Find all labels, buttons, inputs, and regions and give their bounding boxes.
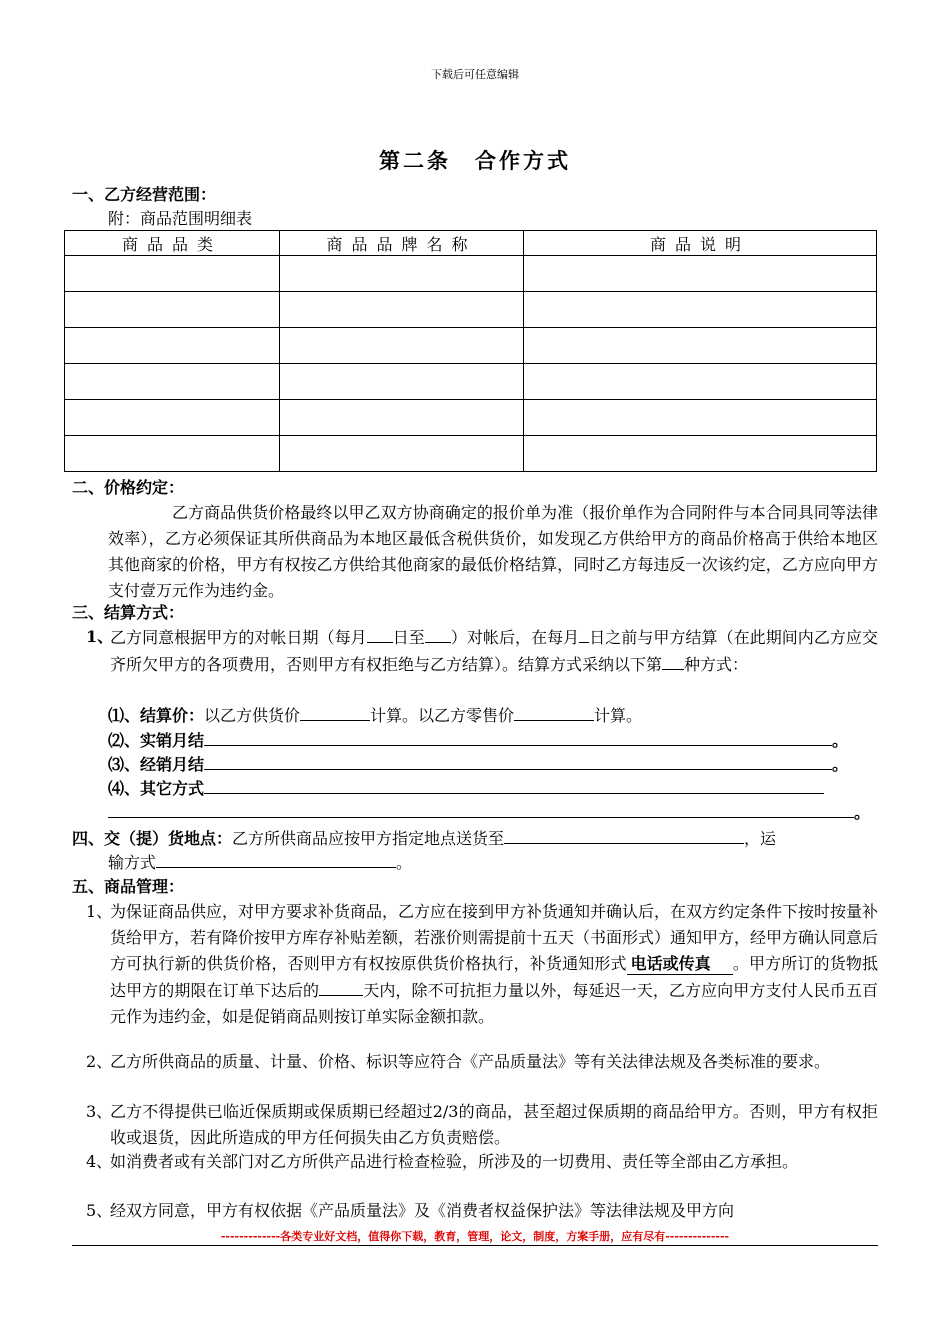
table-cell	[65, 364, 280, 400]
table-cell	[65, 436, 280, 472]
footer-banner: -------------各类专业好文档，值得你下载，教育，管理，论文，制度，方案手册，应有尽有--------------	[220, 1230, 730, 1243]
table-cell	[280, 256, 524, 292]
settlement-option-1: ⑴、结算价：以乙方供货价 计算。以乙方零售价 计算。	[108, 702, 642, 728]
table-cell	[524, 364, 877, 400]
blank-field[interactable]	[514, 702, 594, 721]
delivery-clause-cont: 输方式 。	[108, 849, 412, 875]
column-header: 商品品牌名称	[280, 231, 524, 256]
blank-field[interactable]	[425, 624, 451, 643]
section1-heading: 一、乙方经营范围：	[72, 185, 217, 204]
table-cell	[280, 364, 524, 400]
blank-field[interactable]	[504, 825, 744, 844]
law-clause: 经双方同意，甲方有权依据《产品质量法》及《消费者权益保护法》等法律法规及甲方向	[110, 1201, 735, 1220]
clause-number: 1、	[86, 902, 113, 921]
table-cell	[524, 292, 877, 328]
table-cell	[524, 400, 877, 436]
table-row	[65, 256, 877, 292]
blank-field[interactable]	[204, 727, 832, 746]
table-cell	[65, 400, 280, 436]
section2-heading: 二、价格约定：	[72, 478, 185, 497]
delivery-clause: 四、交（提）货地点：乙方所供商品应按甲方指定地点送货至 ，运	[72, 825, 776, 851]
settlement-option-4-cont: 。	[108, 799, 870, 825]
table-cell	[65, 328, 280, 364]
column-header: 商品品类	[65, 231, 280, 256]
column-header: 商品说明	[524, 231, 877, 256]
goods-supply-clause: 为保证商品供应，对甲方要求补货商品，乙方应在接到甲方补货通知并确认后，在双方约定条件下按时按量补货给甲方，若有降价按甲方库存补贴差额，若涨价则需提前十五天（书面形式）通知甲方，经甲方确认同意后方可执行新的供货价格，否则甲方有权按原供货价格执行，补货通知形式 电话或传真 。甲方所订的货物抵达甲方的期限在订单下达后的 天内，除不可抗拒力量以外，每延迟一天，乙方应向甲方支付人民币五百元作为违约金，如是促销商品则按订单实际金额扣款。	[110, 902, 879, 1026]
clause-number: 4、	[86, 1152, 113, 1171]
settlement-option-3: ⑶、经销月结 。	[108, 751, 848, 777]
price-clause: 乙方商品供货价格最终以甲乙双方协商确定的报价单为准（报价单作为合同附件与本合同具同等法律效率），乙方必须保证其所供商品为本地区最低含税供货价，如发现乙方供给甲方的商品价格高于供给本地区其他商家的价格，甲方有权按乙方供给其他商家的最低价格结算，同时乙方每违反一次该约定，乙方应向甲方支付壹万元作为违约金。	[108, 503, 878, 600]
section5-heading: 五、商品管理：	[72, 877, 185, 896]
blank-field[interactable]	[300, 702, 370, 721]
clause-number: 5、	[86, 1201, 113, 1220]
table-row	[65, 292, 877, 328]
table-cell	[280, 400, 524, 436]
blank-field[interactable]	[108, 799, 854, 818]
header-note: 下载后可任意编辑	[431, 68, 519, 81]
blank-field[interactable]	[579, 624, 589, 643]
table-cell	[280, 436, 524, 472]
blank-field[interactable]	[156, 849, 396, 868]
blank-field[interactable]	[367, 624, 393, 643]
table-cell	[524, 328, 877, 364]
settlement-option-4: ⑷、其它方式	[108, 775, 824, 801]
clause-number: 2、	[86, 1052, 113, 1071]
table-row	[65, 436, 877, 472]
table-row	[65, 364, 877, 400]
footer-divider	[72, 1245, 878, 1246]
table-cell	[65, 256, 280, 292]
blank-field[interactable]	[204, 775, 824, 794]
inspection-clause: 如消费者或有关部门对乙方所供产品进行检查检验，所涉及的一切费用、责任等全部由乙方承担。	[110, 1152, 799, 1171]
table-cell	[280, 328, 524, 364]
table-cell	[524, 256, 877, 292]
page-title: 第二条 合作方式	[379, 148, 571, 173]
table-cell	[524, 436, 877, 472]
quality-clause: 乙方所供商品的质量、计量、价格、标识等应符合《产品质量法》等有关法律法规及各类标准的要求。	[110, 1052, 831, 1071]
blank-field[interactable]	[204, 751, 832, 770]
table-row	[65, 328, 877, 364]
section3-heading: 三、结算方式：	[72, 603, 185, 622]
clause-number: 3、	[86, 1102, 113, 1121]
table-header-row	[65, 231, 877, 256]
notice-form-field: 电话或传真	[627, 954, 733, 975]
settlement-option-2: ⑵、实销月结 。	[108, 727, 848, 753]
blank-field[interactable]	[319, 977, 363, 996]
blank-field[interactable]	[662, 651, 684, 670]
table-row	[65, 400, 877, 436]
settlement-clause: 乙方同意根据甲方的对帐日期（每月 日至 ）对帐后，在每月 日之前与甲方结算（在此期间内乙方应交齐所欠甲方的各项费用，否则甲方有权拒绝与乙方结算）。结算方式采纳以下第 种方式：	[110, 624, 878, 678]
shelf-life-clause: 乙方不得提供已临近保质期或保质期已经超过2/3的商品，甚至超过保质期的商品给甲方。否则，甲方有权拒收或退货，因此所造成的甲方任何损失由乙方负责赔偿。	[110, 1102, 878, 1147]
table-cell	[65, 292, 280, 328]
clause-number: 1、	[86, 627, 114, 646]
attachment-label: 附：商品范围明细表	[108, 209, 253, 228]
table-cell	[280, 292, 524, 328]
goods-table	[64, 230, 877, 472]
